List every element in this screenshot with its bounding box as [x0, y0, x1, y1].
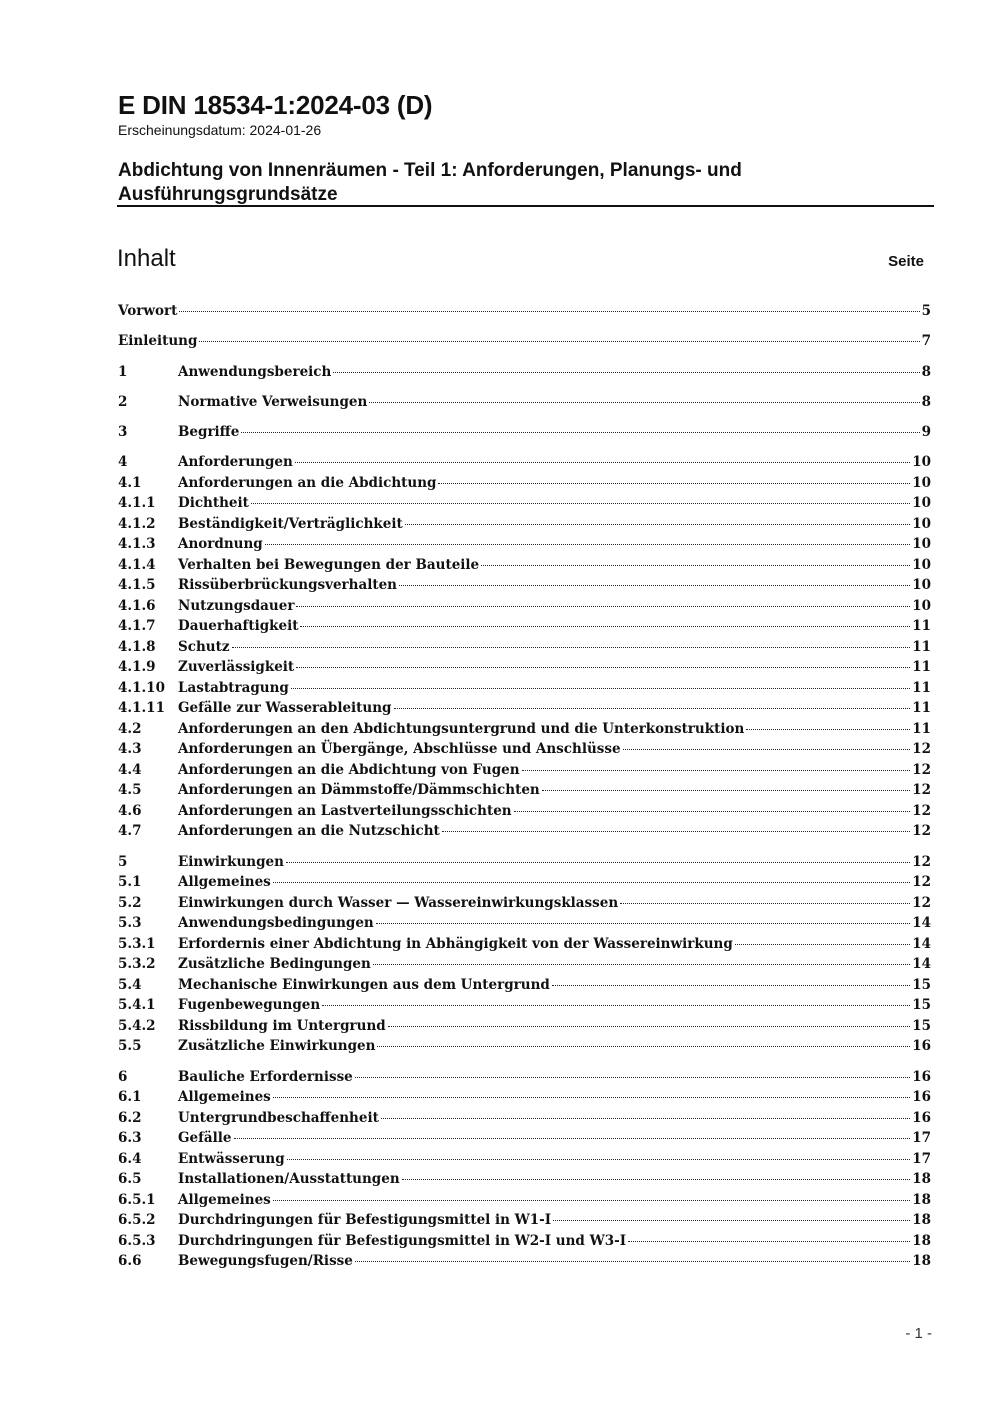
toc-entry-number: 4.1.4 — [118, 556, 156, 573]
toc-entry-title: Anordnung — [178, 536, 263, 553]
toc-entry-page: 10 — [912, 556, 931, 573]
toc-entry-page: 10 — [912, 597, 931, 614]
toc-dot-leader — [333, 372, 919, 373]
toc-entry[interactable] — [118, 555, 931, 576]
toc-entry-page: 8 — [921, 363, 931, 380]
toc-entry-page: 17 — [912, 1150, 931, 1167]
toc-entry-page: 15 — [912, 1017, 931, 1034]
toc-dot-leader — [552, 985, 910, 986]
toc-dot-leader — [369, 402, 919, 403]
toc-entry-page: 11 — [912, 679, 931, 696]
toc-heading: Inhalt — [117, 245, 176, 272]
toc-entry[interactable] — [118, 1067, 931, 1088]
toc-entry-page: 12 — [912, 741, 931, 758]
toc-dot-leader — [628, 1241, 910, 1242]
toc-entry-page: 11 — [912, 659, 931, 676]
toc-entry-page: 12 — [912, 761, 931, 778]
toc-entry-page: 18 — [912, 1232, 931, 1249]
toc-dot-leader — [296, 667, 910, 668]
toc-entry-number: 6.1 — [118, 1089, 142, 1106]
toc-entry[interactable] — [118, 331, 931, 352]
toc-dot-leader — [287, 1159, 911, 1160]
toc-dot-leader — [179, 311, 919, 312]
toc-dot-leader — [265, 544, 910, 545]
toc-entry[interactable] — [118, 934, 931, 955]
toc-entry-title: Anwendungsbedingungen — [178, 915, 374, 932]
toc-entry-number: 5.3 — [118, 915, 142, 932]
toc-entry-page: 15 — [912, 997, 931, 1014]
toc-entry-title: Durchdringungen für Befestigungsmittel in W1-I — [178, 1212, 552, 1229]
toc-entry-page: 8 — [921, 393, 931, 410]
toc-entry-number: 6.3 — [118, 1130, 142, 1147]
toc-entry-page: 16 — [912, 1109, 931, 1126]
toc-entry-page: 12 — [912, 782, 931, 799]
toc-dot-leader — [402, 1179, 911, 1180]
toc-entry-title: Durchdringungen für Befestigungsmittel in W2-I und W3-I — [178, 1232, 627, 1249]
toc-entry-title: Dichtheit — [178, 495, 249, 512]
toc-entry-page: 11 — [912, 638, 931, 655]
toc-entry-number: 4.1.9 — [118, 659, 156, 676]
toc-entry-title: Dauerhaftigkeit — [178, 618, 299, 635]
toc-dot-leader — [376, 923, 910, 924]
toc-entry-title: Einwirkungen durch Wasser — Wassereinwirkungsklassen — [178, 894, 619, 911]
toc-entry-title: Allgemeines — [178, 1089, 271, 1106]
toc-entry[interactable] — [118, 995, 931, 1016]
toc-entry-number: 4.1.11 — [118, 700, 165, 717]
toc-entry-title: Beständigkeit/Verträglichkeit — [178, 515, 403, 532]
footer-page-number: - 1 - — [905, 1325, 932, 1342]
toc-entry-page: 18 — [912, 1171, 931, 1188]
toc-entry-number: 5.3.2 — [118, 956, 156, 973]
toc-entry[interactable] — [118, 452, 931, 473]
toc-entry[interactable] — [118, 1128, 931, 1149]
toc-entry[interactable] — [118, 1036, 931, 1057]
toc-entry[interactable] — [118, 893, 931, 914]
toc-entry-page: 14 — [912, 915, 931, 932]
toc-dot-leader — [251, 503, 910, 504]
toc-entry[interactable] — [118, 975, 931, 996]
toc-entry[interactable] — [118, 493, 931, 514]
toc-entry-page: 15 — [912, 976, 931, 993]
toc-entry-number: 4.1.7 — [118, 618, 156, 635]
toc-entry[interactable] — [118, 596, 931, 617]
toc-entry[interactable] — [118, 616, 931, 637]
toc-entry-number: 4.1.6 — [118, 597, 156, 614]
toc-entry[interactable] — [118, 1087, 931, 1108]
toc-entry-title: Mechanische Einwirkungen aus dem Untergrund — [178, 976, 550, 993]
toc-entry-number: 4.1.3 — [118, 536, 156, 553]
toc-entry-title: Anforderungen an die Nutzschicht — [178, 823, 440, 840]
toc-entry-title: Lastabtragung — [178, 679, 289, 696]
toc-entry-number: 4.6 — [118, 802, 142, 819]
toc-entry-page: 17 — [912, 1130, 931, 1147]
title-divider — [117, 205, 934, 207]
toc-dot-leader — [232, 647, 911, 648]
toc-entry-page: 16 — [912, 1038, 931, 1055]
toc-entry-number: 4.7 — [118, 823, 142, 840]
toc-entry-title: Anforderungen an Dämmstoffe/Dämmschichten — [178, 782, 540, 799]
toc-dot-leader — [442, 831, 910, 832]
toc-entry-page: 10 — [912, 454, 931, 471]
toc-entry-number: 5.4.2 — [118, 1017, 156, 1034]
toc-entry[interactable] — [118, 362, 931, 383]
page-column-label: Seite — [888, 253, 924, 270]
toc-entry-page: 18 — [912, 1253, 931, 1270]
toc-entry-number: 5 — [118, 853, 128, 870]
toc-entry-title: Anforderungen an die Abdichtung von Fugen — [178, 761, 520, 778]
toc-entry-page: 14 — [912, 956, 931, 973]
toc-dot-leader — [355, 1077, 910, 1078]
toc-entry-page: 10 — [912, 536, 931, 553]
toc-dot-leader — [234, 1138, 911, 1139]
toc-entry-title: Nutzungsdauer — [178, 597, 295, 614]
toc-entry-page: 10 — [912, 495, 931, 512]
toc-entry[interactable] — [118, 1210, 931, 1231]
toc-entry[interactable] — [118, 913, 931, 934]
toc-entry-title: Allgemeines — [178, 1191, 271, 1208]
toc-entry-number: 3 — [118, 424, 128, 441]
toc-entry-page: 12 — [912, 823, 931, 840]
toc-dot-leader — [542, 790, 910, 791]
toc-entry[interactable] — [118, 760, 931, 781]
toc-entry-page: 11 — [912, 700, 931, 717]
toc-entry[interactable] — [118, 534, 931, 555]
toc-entry-number: 4.1.1 — [118, 495, 156, 512]
toc-entry-title: Fugenbewegungen — [178, 997, 321, 1014]
toc-dot-leader — [746, 729, 910, 730]
toc-entry-page: 12 — [912, 874, 931, 891]
toc-entry-page: 12 — [912, 894, 931, 911]
toc-entry-title: Bauliche Erfordernisse — [178, 1068, 353, 1085]
toc-dot-leader — [735, 944, 910, 945]
toc-entry[interactable] — [118, 422, 931, 443]
toc-entry-number: 2 — [118, 393, 128, 410]
toc-entry[interactable] — [118, 1169, 931, 1190]
toc-entry-title: Anforderungen an Lastverteilungsschichten — [178, 802, 512, 819]
toc-entry-title: Installationen/Ausstattungen — [178, 1171, 400, 1188]
toc-entry-page: 9 — [921, 424, 931, 441]
toc-entry-title: Schutz — [178, 638, 230, 655]
toc-entry-title: Anforderungen an Übergänge, Abschlüsse und Anschlüsse — [178, 741, 621, 758]
toc-entry[interactable] — [118, 821, 931, 842]
toc-dot-leader — [388, 1026, 910, 1027]
toc-entry-title: Zuverlässigkeit — [178, 659, 295, 676]
toc-entry-number: 6.4 — [118, 1150, 142, 1167]
toc-dot-leader — [405, 524, 910, 525]
toc-entry-number: 4.1 — [118, 474, 142, 491]
toc-entry[interactable] — [118, 301, 931, 322]
toc-entry[interactable] — [118, 637, 931, 658]
toc-entry-number: 5.4 — [118, 976, 142, 993]
toc-dot-leader — [291, 688, 910, 689]
toc-entry-page: 18 — [912, 1191, 931, 1208]
toc-entry-title: Anforderungen an den Abdichtungsuntergrund und die Unterkonstruktion — [178, 720, 745, 737]
toc-entry-number: 5.4.1 — [118, 997, 156, 1014]
toc-entry-number: 4.1.5 — [118, 577, 156, 594]
document-title: Abdichtung von Innenräumen - Teil 1: Anforderungen, Planungs- und Ausführungsgrundsätze — [118, 160, 742, 205]
toc-entry-number: 6.6 — [118, 1253, 142, 1270]
toc-entry[interactable] — [118, 954, 931, 975]
toc-entry-page: 10 — [912, 474, 931, 491]
toc-dot-leader — [295, 462, 910, 463]
toc-entry[interactable] — [118, 575, 931, 596]
toc-entry[interactable] — [118, 514, 931, 535]
toc-entry[interactable] — [118, 872, 931, 893]
toc-dot-leader — [522, 770, 911, 771]
toc-entry[interactable] — [118, 719, 931, 740]
toc-entry-page: 11 — [912, 720, 931, 737]
toc-dot-leader — [355, 1261, 910, 1262]
document-id: E DIN 18534-1:2024-03 (D) — [118, 90, 433, 120]
toc-entry-number: 4.1.2 — [118, 515, 156, 532]
toc-entry-number: 6.5.1 — [118, 1191, 156, 1208]
toc-dot-leader — [399, 585, 910, 586]
toc-dot-leader — [381, 1118, 910, 1119]
toc-entry-number: 5.3.1 — [118, 935, 156, 952]
toc-entry[interactable] — [118, 1251, 931, 1272]
toc-entry[interactable] — [118, 1149, 931, 1170]
toc-entry-title: Begriffe — [178, 424, 240, 441]
toc-dot-leader — [623, 749, 911, 750]
toc-entry-number: 4.5 — [118, 782, 142, 799]
toc-dot-leader — [273, 1097, 910, 1098]
toc-entry-page: 5 — [921, 303, 931, 319]
toc-entry-title: Gefälle — [178, 1130, 232, 1147]
toc-entry-number: 4.4 — [118, 761, 142, 778]
toc-entry-title: Anforderungen — [178, 454, 293, 471]
toc-entry-title: Entwässerung — [178, 1150, 285, 1167]
toc-entry[interactable] — [118, 1190, 931, 1211]
toc-entry-title: Anforderungen an die Abdichtung — [178, 474, 437, 491]
toc-entry[interactable] — [118, 780, 931, 801]
toc-entry-title: Rissbildung im Untergrund — [178, 1017, 386, 1034]
toc-dot-leader — [296, 606, 910, 607]
toc-entry-number: 6.5 — [118, 1171, 142, 1188]
toc-dot-leader — [377, 1046, 910, 1047]
toc-dot-leader — [481, 565, 910, 566]
toc-entry[interactable] — [118, 1231, 931, 1252]
toc-entry-title: Erfordernis einer Abdichtung in Abhängigkeit von der Wassereinwirkung — [178, 935, 733, 952]
toc-entry[interactable] — [118, 1108, 931, 1129]
toc-entry-number: 4.1.10 — [118, 679, 165, 696]
toc-dot-leader — [322, 1005, 910, 1006]
toc-entry[interactable] — [118, 698, 931, 719]
toc-entry[interactable] — [118, 739, 931, 760]
toc-dot-leader — [553, 1220, 910, 1221]
toc-entry-page: 16 — [912, 1089, 931, 1106]
toc-entry-title: Verhalten bei Bewegungen der Bauteile — [178, 556, 480, 573]
toc-entry-number: 4 — [118, 454, 128, 471]
toc-dot-leader — [300, 626, 910, 627]
toc-entry-title: Zusätzliche Bedingungen — [178, 956, 371, 973]
toc-entry-number: 1 — [118, 363, 128, 380]
toc-entry[interactable] — [118, 801, 931, 822]
table-of-contents — [118, 301, 931, 1272]
toc-entry[interactable] — [118, 1016, 931, 1037]
toc-entry-page: 18 — [912, 1212, 931, 1229]
toc-entry-title: Bewegungsfugen/Risse — [178, 1253, 353, 1270]
toc-dot-leader — [620, 903, 910, 904]
toc-entry-title: Vorwort — [118, 303, 178, 319]
toc-entry[interactable] — [118, 852, 931, 873]
toc-entry-number: 4.2 — [118, 720, 142, 737]
toc-entry-number: 5.2 — [118, 894, 142, 911]
toc-dot-leader — [514, 811, 911, 812]
toc-entry-title: Normative Verweisungen — [178, 393, 368, 410]
toc-entry-page: 11 — [912, 618, 931, 635]
toc-entry-page: 12 — [912, 802, 931, 819]
toc-entry-number: 4.3 — [118, 741, 142, 758]
toc-entry-title: Untergrundbeschaffenheit — [178, 1109, 379, 1126]
toc-entry-page: 10 — [912, 577, 931, 594]
toc-entry-number: 5.5 — [118, 1038, 142, 1055]
toc-entry[interactable] — [118, 473, 931, 494]
toc-entry[interactable] — [118, 657, 931, 678]
toc-dot-leader — [273, 882, 910, 883]
publication-date: Erscheinungsdatum: 2024-01-26 — [118, 122, 322, 138]
toc-entry-number: 6.2 — [118, 1109, 142, 1126]
toc-entry-number: 6.5.3 — [118, 1232, 156, 1249]
toc-entry-number: 6.5.2 — [118, 1212, 156, 1229]
toc-entry-page: 7 — [921, 333, 931, 350]
toc-dot-leader — [241, 432, 919, 433]
toc-entry[interactable] — [118, 678, 931, 699]
toc-entry-number: 5.1 — [118, 874, 142, 891]
toc-entry-number: 6 — [118, 1068, 128, 1085]
toc-entry-title: Allgemeines — [178, 874, 271, 891]
toc-dot-leader — [373, 964, 910, 965]
toc-dot-leader — [199, 341, 919, 342]
toc-entry-page: 12 — [912, 853, 931, 870]
toc-entry-title: Einwirkungen — [178, 853, 284, 870]
toc-entry[interactable] — [118, 392, 931, 413]
toc-entry-title: Zusätzliche Einwirkungen — [178, 1038, 376, 1055]
toc-entry-number: 4.1.8 — [118, 638, 156, 655]
toc-entry-page: 16 — [912, 1068, 931, 1085]
toc-entry-page: 14 — [912, 935, 931, 952]
toc-dot-leader — [286, 862, 910, 863]
toc-entry-title: Rissüberbrückungsverhalten — [178, 577, 397, 594]
toc-entry-page: 10 — [912, 515, 931, 532]
toc-dot-leader — [273, 1200, 910, 1201]
toc-entry-title: Einleitung — [118, 333, 198, 350]
toc-entry-title: Anwendungsbereich — [178, 363, 332, 380]
toc-dot-leader — [394, 708, 911, 709]
toc-dot-leader — [438, 483, 910, 484]
toc-entry-title: Gefälle zur Wasserableitung — [178, 700, 392, 717]
